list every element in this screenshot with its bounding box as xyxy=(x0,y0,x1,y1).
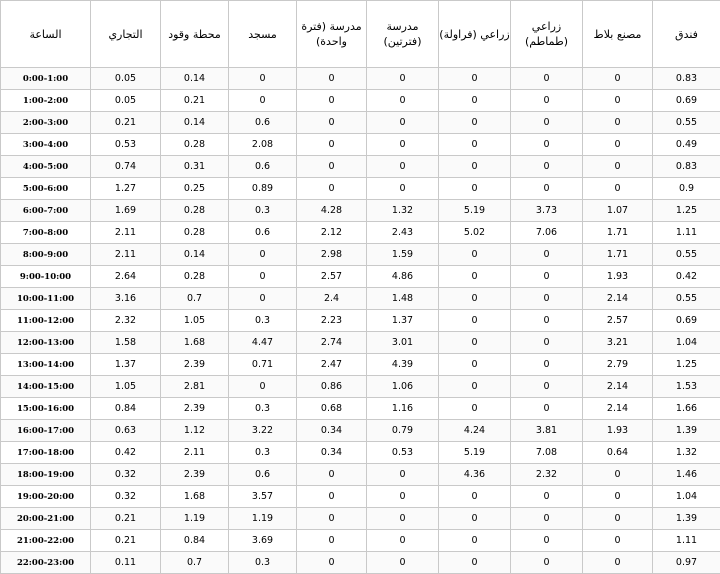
table-cell: 0 xyxy=(583,90,653,112)
table-row xyxy=(1,310,720,332)
table-cell: 0 xyxy=(583,486,653,508)
hour-cell: 17:00-18:00 xyxy=(1,442,91,464)
table-row xyxy=(1,530,720,552)
table-cell: 2.39 xyxy=(161,464,229,486)
table-cell: 0 xyxy=(439,68,511,90)
hour-cell: 5:00-6:00 xyxy=(1,178,91,200)
table-cell: 0.6 xyxy=(229,112,297,134)
table-cell: 0.55 xyxy=(653,112,720,134)
table-cell: 0.34 xyxy=(297,420,367,442)
table-cell: 0 xyxy=(297,156,367,178)
table-cell: 0.14 xyxy=(161,112,229,134)
table-cell: 0.7 xyxy=(161,288,229,310)
table-cell: 0 xyxy=(439,332,511,354)
table-cell: 0.6 xyxy=(229,464,297,486)
table-cell: 2.14 xyxy=(583,376,653,398)
table-cell: 1.27 xyxy=(91,178,161,200)
table-cell: 4.36 xyxy=(439,464,511,486)
table-cell: 2.39 xyxy=(161,354,229,376)
table-cell: 1.32 xyxy=(367,200,439,222)
table-row xyxy=(1,178,720,200)
hour-cell: 10:00-11:00 xyxy=(1,288,91,310)
table-cell: 1.68 xyxy=(161,332,229,354)
table-cell: 0 xyxy=(367,112,439,134)
table-row xyxy=(1,156,720,178)
table-cell: 0 xyxy=(511,244,583,266)
table-cell: 1.05 xyxy=(91,376,161,398)
table-cell: 2.81 xyxy=(161,376,229,398)
table-cell: 0 xyxy=(439,112,511,134)
table-cell: 0.7 xyxy=(161,552,229,574)
table-row xyxy=(1,288,720,310)
table-cell: 0 xyxy=(297,90,367,112)
table-cell: 0.74 xyxy=(91,156,161,178)
table-cell: 1.69 xyxy=(91,200,161,222)
table-cell: 0 xyxy=(511,398,583,420)
table-cell: 0 xyxy=(511,134,583,156)
table-cell: 0 xyxy=(367,552,439,574)
table-cell: 0 xyxy=(439,288,511,310)
table-row xyxy=(1,90,720,112)
table-cell: 2.14 xyxy=(583,398,653,420)
table-cell: 2.43 xyxy=(367,222,439,244)
table-cell: 0.9 xyxy=(653,178,720,200)
table-cell: 0 xyxy=(583,112,653,134)
header-hour: الساعة xyxy=(1,1,91,68)
table-cell: 0.14 xyxy=(161,244,229,266)
header-hotel: فندق xyxy=(653,1,720,68)
table-cell: 1.16 xyxy=(367,398,439,420)
table-cell: 1.19 xyxy=(161,508,229,530)
table-cell: 0 xyxy=(439,530,511,552)
table-cell: 0 xyxy=(511,68,583,90)
table-cell: 3.57 xyxy=(229,486,297,508)
table-row xyxy=(1,332,720,354)
table-cell: 0 xyxy=(511,90,583,112)
table-cell: 2.32 xyxy=(91,310,161,332)
table-cell: 0 xyxy=(511,486,583,508)
table-cell: 0 xyxy=(511,332,583,354)
table-cell: 1.46 xyxy=(653,464,720,486)
table-cell: 2.32 xyxy=(511,464,583,486)
table-cell: 1.58 xyxy=(91,332,161,354)
table-cell: 0.21 xyxy=(161,90,229,112)
table-cell: 0 xyxy=(583,156,653,178)
hour-cell: 22:00-23:00 xyxy=(1,552,91,574)
table-cell: 1.06 xyxy=(367,376,439,398)
table-cell: 0 xyxy=(229,376,297,398)
table-cell: 0 xyxy=(511,156,583,178)
hour-cell: 13:00-14:00 xyxy=(1,354,91,376)
table-cell: 2.57 xyxy=(583,310,653,332)
table-cell: 0 xyxy=(297,134,367,156)
table-cell: 0.32 xyxy=(91,486,161,508)
table-cell: 2.64 xyxy=(91,266,161,288)
hour-cell: 21:00-22:00 xyxy=(1,530,91,552)
table-cell: 0 xyxy=(511,310,583,332)
table-cell: 4.47 xyxy=(229,332,297,354)
table-row xyxy=(1,200,720,222)
table-cell: 2.11 xyxy=(91,244,161,266)
table-cell: 5.02 xyxy=(439,222,511,244)
table-cell: 3.01 xyxy=(367,332,439,354)
table-cell: 0.89 xyxy=(229,178,297,200)
table-cell: 0 xyxy=(367,68,439,90)
table-cell: 1.48 xyxy=(367,288,439,310)
table-cell: 0.14 xyxy=(161,68,229,90)
table-cell: 0.6 xyxy=(229,156,297,178)
table-cell: 0 xyxy=(511,178,583,200)
table-cell: 4.86 xyxy=(367,266,439,288)
table-row xyxy=(1,398,720,420)
hour-cell: 3:00-4:00 xyxy=(1,134,91,156)
table-cell: 0 xyxy=(367,464,439,486)
table-cell: 7.08 xyxy=(511,442,583,464)
header-fuel-station: محطة وقود xyxy=(161,1,229,68)
hour-cell: 4:00-5:00 xyxy=(1,156,91,178)
table-cell: 1.32 xyxy=(653,442,720,464)
table-cell: 1.37 xyxy=(91,354,161,376)
table-cell: 1.04 xyxy=(653,486,720,508)
header-row xyxy=(1,1,720,68)
table-cell: 0.3 xyxy=(229,398,297,420)
table-cell: 1.04 xyxy=(653,332,720,354)
table-cell: 0 xyxy=(367,156,439,178)
table-cell: 0 xyxy=(583,178,653,200)
table-cell: 0 xyxy=(439,266,511,288)
table-row xyxy=(1,552,720,574)
table-cell: 1.39 xyxy=(653,420,720,442)
hour-cell: 2:00-3:00 xyxy=(1,112,91,134)
table-cell: 0.3 xyxy=(229,310,297,332)
table-cell: 0.49 xyxy=(653,134,720,156)
table-cell: 2.14 xyxy=(583,288,653,310)
table-cell: 0.53 xyxy=(91,134,161,156)
hour-cell: 1:00-2:00 xyxy=(1,90,91,112)
table-cell: 3.21 xyxy=(583,332,653,354)
table-cell: 0.6 xyxy=(229,222,297,244)
table-cell: 1.05 xyxy=(161,310,229,332)
table-cell: 2.57 xyxy=(297,266,367,288)
table-cell: 1.25 xyxy=(653,354,720,376)
table-cell: 0 xyxy=(583,134,653,156)
table-cell: 4.24 xyxy=(439,420,511,442)
table-cell: 0 xyxy=(297,530,367,552)
table-cell: 0.42 xyxy=(653,266,720,288)
table-cell: 1.71 xyxy=(583,222,653,244)
table-cell: 2.47 xyxy=(297,354,367,376)
table-cell: 0 xyxy=(511,112,583,134)
table-cell: 0.42 xyxy=(91,442,161,464)
table-cell: 2.11 xyxy=(91,222,161,244)
table-cell: 0 xyxy=(297,464,367,486)
hour-cell: 6:00-7:00 xyxy=(1,200,91,222)
table-cell: 1.59 xyxy=(367,244,439,266)
table-cell: 1.12 xyxy=(161,420,229,442)
header-tile-factory: مصنع بلاط xyxy=(583,1,653,68)
table-cell: 0 xyxy=(439,354,511,376)
table-cell: 1.68 xyxy=(161,486,229,508)
table-cell: 0.86 xyxy=(297,376,367,398)
table-cell: 7.06 xyxy=(511,222,583,244)
header-agri-strawberry: زراعي (فراولة) xyxy=(439,1,511,68)
table-cell: 0 xyxy=(583,552,653,574)
table-cell: 0 xyxy=(367,178,439,200)
table-cell: 0.55 xyxy=(653,244,720,266)
table-cell: 0 xyxy=(229,244,297,266)
table-cell: 0.34 xyxy=(297,442,367,464)
table-cell: 0.84 xyxy=(91,398,161,420)
table-cell: 0 xyxy=(439,398,511,420)
table-cell: 0 xyxy=(583,68,653,90)
table-cell: 0.28 xyxy=(161,134,229,156)
table-cell: 0 xyxy=(439,156,511,178)
table-cell: 0.28 xyxy=(161,222,229,244)
table-cell: 0.71 xyxy=(229,354,297,376)
table-row xyxy=(1,442,720,464)
table-body xyxy=(1,68,720,574)
table-cell: 1.11 xyxy=(653,530,720,552)
hour-cell: 11:00-12:00 xyxy=(1,310,91,332)
table-cell: 1.39 xyxy=(653,508,720,530)
table-cell: 0 xyxy=(229,266,297,288)
header-mosque: مسجد xyxy=(229,1,297,68)
table-cell: 3.69 xyxy=(229,530,297,552)
hour-cell: 7:00-8:00 xyxy=(1,222,91,244)
hour-cell: 15:00-16:00 xyxy=(1,398,91,420)
table-cell: 1.53 xyxy=(653,376,720,398)
table-cell: 0.21 xyxy=(91,508,161,530)
table-row xyxy=(1,222,720,244)
header-school-single-shift: مدرسة (فترة واحدة) xyxy=(297,1,367,68)
table-cell: 3.22 xyxy=(229,420,297,442)
table-cell: 0.69 xyxy=(653,90,720,112)
table-cell: 0 xyxy=(367,530,439,552)
table-cell: 1.19 xyxy=(229,508,297,530)
table-cell: 3.81 xyxy=(511,420,583,442)
table-cell: 0 xyxy=(439,486,511,508)
header-school-two-shifts: مدرسة (فترتين) xyxy=(367,1,439,68)
table-cell: 0 xyxy=(297,112,367,134)
table-cell: 0 xyxy=(367,134,439,156)
table-cell: 0.28 xyxy=(161,266,229,288)
table-cell: 0.55 xyxy=(653,288,720,310)
table-cell: 1.07 xyxy=(583,200,653,222)
hour-cell: 14:00-15:00 xyxy=(1,376,91,398)
table-cell: 0.83 xyxy=(653,156,720,178)
table-cell: 0.21 xyxy=(91,112,161,134)
table-cell: 0.28 xyxy=(161,200,229,222)
table-cell: 0.3 xyxy=(229,200,297,222)
hour-cell: 19:00-20:00 xyxy=(1,486,91,508)
table-cell: 4.39 xyxy=(367,354,439,376)
table-cell: 0.69 xyxy=(653,310,720,332)
table-cell: 0 xyxy=(583,530,653,552)
table-cell: 0.68 xyxy=(297,398,367,420)
table-cell: 3.73 xyxy=(511,200,583,222)
table-cell: 0 xyxy=(229,90,297,112)
table-cell: 0 xyxy=(297,552,367,574)
table-cell: 0.05 xyxy=(91,90,161,112)
table-cell: 0 xyxy=(511,530,583,552)
hour-cell: 8:00-9:00 xyxy=(1,244,91,266)
table-cell: 0 xyxy=(367,486,439,508)
table-cell: 0 xyxy=(439,310,511,332)
table-cell: 1.71 xyxy=(583,244,653,266)
table-row xyxy=(1,486,720,508)
table-cell: 0 xyxy=(439,244,511,266)
table-cell: 0 xyxy=(229,288,297,310)
table-cell: 0 xyxy=(439,376,511,398)
table-cell: 0 xyxy=(439,134,511,156)
table-row xyxy=(1,354,720,376)
table-cell: 3.16 xyxy=(91,288,161,310)
table-cell: 0.83 xyxy=(653,68,720,90)
table-cell: 1.25 xyxy=(653,200,720,222)
table-cell: 0 xyxy=(511,508,583,530)
hour-cell: 20:00-21:00 xyxy=(1,508,91,530)
table-cell: 0 xyxy=(511,376,583,398)
table-cell: 4.28 xyxy=(297,200,367,222)
table-row xyxy=(1,68,720,90)
table-cell: 0.3 xyxy=(229,552,297,574)
hour-cell: 0:00-1:00 xyxy=(1,68,91,90)
table-cell: 0 xyxy=(439,508,511,530)
table-cell: 1.11 xyxy=(653,222,720,244)
header-commercial: التجاري xyxy=(91,1,161,68)
table-cell: 2.12 xyxy=(297,222,367,244)
table-cell: 1.93 xyxy=(583,266,653,288)
table-cell: 0.31 xyxy=(161,156,229,178)
table-cell: 0 xyxy=(229,68,297,90)
table-cell: 1.37 xyxy=(367,310,439,332)
table-row xyxy=(1,266,720,288)
table-cell: 2.08 xyxy=(229,134,297,156)
table-cell: 0.63 xyxy=(91,420,161,442)
table-cell: 0.84 xyxy=(161,530,229,552)
table-cell: 0.25 xyxy=(161,178,229,200)
table-cell: 0.79 xyxy=(367,420,439,442)
table-cell: 2.4 xyxy=(297,288,367,310)
table-cell: 0 xyxy=(297,68,367,90)
table-cell: 0 xyxy=(439,178,511,200)
table-cell: 0 xyxy=(439,90,511,112)
table-cell: 0.11 xyxy=(91,552,161,574)
table-cell: 0.05 xyxy=(91,68,161,90)
hour-cell: 9:00-10:00 xyxy=(1,266,91,288)
table-cell: 2.23 xyxy=(297,310,367,332)
table-cell: 0.97 xyxy=(653,552,720,574)
table-cell: 0 xyxy=(511,552,583,574)
table-cell: 0.3 xyxy=(229,442,297,464)
table-cell: 0 xyxy=(297,508,367,530)
table-cell: 2.79 xyxy=(583,354,653,376)
hour-cell: 16:00-17:00 xyxy=(1,420,91,442)
table-cell: 5.19 xyxy=(439,200,511,222)
table-cell: 2.98 xyxy=(297,244,367,266)
table-cell: 0 xyxy=(297,178,367,200)
table-row xyxy=(1,464,720,486)
table-cell: 2.74 xyxy=(297,332,367,354)
table-cell: 0 xyxy=(583,464,653,486)
table-cell: 0.53 xyxy=(367,442,439,464)
table-cell: 0.32 xyxy=(91,464,161,486)
table-cell: 5.19 xyxy=(439,442,511,464)
table-row xyxy=(1,508,720,530)
header-agri-tomato: زراعي (طماطم) xyxy=(511,1,583,68)
table-cell: 2.39 xyxy=(161,398,229,420)
table-cell: 0 xyxy=(583,508,653,530)
table-cell: 0 xyxy=(439,552,511,574)
table-row xyxy=(1,112,720,134)
table-cell: 1.66 xyxy=(653,398,720,420)
table-cell: 0 xyxy=(511,266,583,288)
table-cell: 0 xyxy=(511,354,583,376)
table-row xyxy=(1,376,720,398)
hour-cell: 18:00-19:00 xyxy=(1,464,91,486)
table-cell: 0 xyxy=(511,288,583,310)
table-cell: 0 xyxy=(297,486,367,508)
table-row xyxy=(1,420,720,442)
hour-cell: 12:00-13:00 xyxy=(1,332,91,354)
table-cell: 0.64 xyxy=(583,442,653,464)
table-cell: 2.11 xyxy=(161,442,229,464)
table-row xyxy=(1,134,720,156)
table-row xyxy=(1,244,720,266)
table-cell: 0.21 xyxy=(91,530,161,552)
table-cell: 0 xyxy=(367,508,439,530)
table-cell: 1.93 xyxy=(583,420,653,442)
table-cell: 0 xyxy=(367,90,439,112)
